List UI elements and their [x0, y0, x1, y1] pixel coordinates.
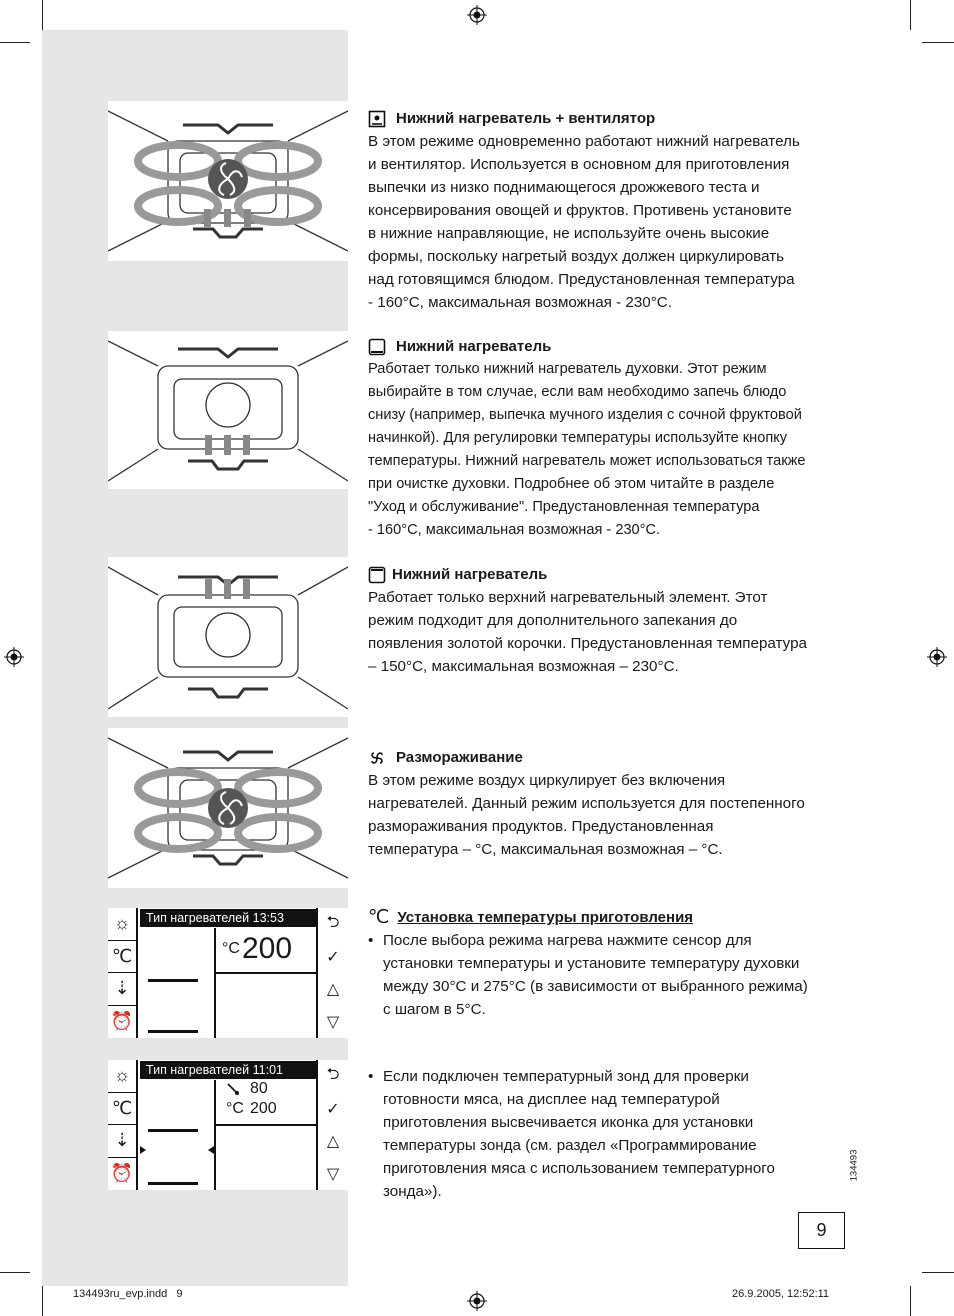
- text-line: размораживания продуктов. Предустановленная: [368, 818, 714, 835]
- registration-mark-icon: [467, 5, 487, 25]
- section-title: Нижний нагреватель: [392, 566, 548, 583]
- text-line: приготовления мяса с использованием температурного: [383, 1160, 775, 1177]
- text-line: появления золотой корочки. Предустановленная температура: [368, 635, 807, 652]
- text-line: выбирайте в том случае, если вам необходимо запечь блюдо: [368, 384, 787, 400]
- down-sensor-icon[interactable]: ▽: [326, 1165, 340, 1183]
- text-line: снизу (например, выпечка мучного изделия с сочной фруктовой: [368, 407, 802, 423]
- display-main: [140, 1080, 316, 1190]
- crop-mark: [910, 0, 911, 30]
- section-text: [368, 769, 848, 861]
- registration-mark-icon: [467, 1291, 487, 1311]
- text-line: – 150°C, максимальная возможная – 230°C.: [368, 658, 679, 675]
- timer-sensor-icon[interactable]: ⏰: [110, 1163, 134, 1184]
- temperature-value: 200: [250, 1100, 277, 1117]
- crop-mark: [42, 0, 43, 30]
- section-top-heat: [368, 563, 848, 678]
- divider: [214, 972, 318, 974]
- programs-sensor-icon[interactable]: ⇣: [108, 973, 136, 1006]
- text-line: начинкой). Для регулировки температуры используйте кнопку: [368, 430, 788, 446]
- selector-arrow-icon: [140, 1146, 146, 1154]
- display-divider: [214, 1080, 216, 1190]
- temperature-sensor-icon[interactable]: ℃: [108, 1093, 136, 1126]
- section-title: Установка температуры приготовления: [397, 909, 694, 926]
- text-line: температура – °C, максимальная возможная – °C.: [368, 841, 723, 858]
- text-line: "Уход и обслуживание". Предустановленная температура: [368, 499, 760, 515]
- section-temperature: [368, 906, 848, 1021]
- divider: [214, 1124, 318, 1126]
- section-heading: [368, 746, 848, 769]
- oven-diagram-defrost: [108, 728, 348, 888]
- confirm-sensor-icon[interactable]: ✓: [326, 1100, 340, 1118]
- crop-mark: [0, 1272, 30, 1273]
- top-heat-icon: [368, 566, 386, 584]
- display-title: Тип нагревателей 11:01: [140, 1061, 316, 1079]
- display-left-sensors: [108, 1060, 138, 1190]
- text-line: между 30°C и 275°C (в зависимости от выбранного режима): [383, 978, 808, 995]
- footer-filename: 134493ru_evp.indd 9: [73, 1288, 183, 1300]
- oven-diagram-top-heat: [108, 557, 348, 717]
- section-bottom-heat: [368, 335, 848, 542]
- text-line: Работает только нижний нагреватель духовки. Этот режим: [368, 361, 767, 377]
- text-line: - 160°C, максимальная возможная - 230°C.: [368, 522, 661, 538]
- bullet-dot: •: [368, 932, 374, 949]
- bullet-dot: •: [368, 1068, 374, 1085]
- text-line: В этом режиме одновременно работают нижний нагреватель: [368, 133, 800, 150]
- divider: [148, 979, 198, 982]
- up-sensor-icon[interactable]: △: [326, 981, 340, 999]
- selector-arrow-icon: [208, 1146, 214, 1154]
- back-sensor-icon[interactable]: ⮌: [326, 913, 340, 931]
- oven-diagram-bottom-heat: [108, 331, 348, 489]
- text-line: температуры. Нижний нагреватель может использоваться также: [368, 453, 806, 469]
- temperature-unit: °C: [222, 940, 240, 957]
- section-heading: [368, 563, 848, 586]
- text-line: консервирования овощей и фруктов. Противень установите: [368, 202, 792, 219]
- registration-mark-icon: [4, 647, 24, 667]
- footer-timestamp: 26.9.2005, 12:52:11: [732, 1288, 830, 1300]
- confirm-sensor-icon[interactable]: ✓: [326, 948, 340, 966]
- section-text: [368, 130, 848, 314]
- display-left-sensors: [108, 908, 138, 1038]
- display-right-sensors: [316, 908, 348, 1038]
- page-number: 9: [798, 1212, 845, 1249]
- probe-temperature-value: 80: [250, 1080, 268, 1097]
- section-title: Нижний нагреватель + вентилятор: [396, 110, 656, 127]
- heating-type-sensor-icon[interactable]: ☼: [108, 1060, 136, 1093]
- divider: [148, 1182, 198, 1185]
- text-line: и вентилятор. Используется в основном для приготовления: [368, 156, 790, 173]
- section-heading: [368, 107, 848, 130]
- temperature-sensor-icon[interactable]: ℃: [108, 941, 136, 974]
- list-item: [368, 929, 848, 1021]
- text-line: Работает только верхний нагревательный элемент. Этот: [368, 589, 768, 606]
- section-text: [368, 358, 848, 542]
- text-line: готовности мяса, на дисплее над температурой: [383, 1091, 720, 1108]
- defrost-fan-icon: [368, 749, 386, 767]
- text-line: В этом режиме воздух циркулирует без включения: [368, 772, 726, 789]
- celsius-icon: ℃: [368, 907, 390, 928]
- temperature-unit: °C: [226, 1100, 244, 1117]
- display-divider: [214, 928, 216, 1038]
- text-line: нагревателей. Данный режим используется для постепенного: [368, 795, 805, 812]
- text-line: зонда»).: [383, 1183, 442, 1200]
- text-line: После выбора режима нагрева нажмите сенсор для: [383, 932, 752, 949]
- text-line: выпечки из низко поднимающегося дрожжевого теста и: [368, 179, 760, 196]
- divider: [148, 1030, 198, 1033]
- display-right-sensors: [316, 1060, 348, 1190]
- text-line: с шагом в 5°C.: [383, 1001, 486, 1018]
- text-line: приготовления высвечивается иконка для установки: [383, 1114, 754, 1131]
- text-line: температуры зонда (см. раздел «Программирование: [383, 1137, 757, 1154]
- bottom-heat-icon: [368, 338, 386, 356]
- section-defrost: [368, 746, 848, 861]
- text-line: Если подключен температурный зонд для проверки: [383, 1068, 749, 1085]
- section-text: [368, 586, 848, 678]
- side-code: 134493: [848, 1149, 860, 1182]
- oven-diagram-bottom-heat-fan: [108, 101, 348, 261]
- back-sensor-icon[interactable]: ⮌: [326, 1065, 340, 1083]
- display-main: [140, 928, 316, 1038]
- programs-sensor-icon[interactable]: ⇣: [108, 1125, 136, 1158]
- text-line: в нижние направляющие, не используйте очень высокие: [368, 225, 770, 242]
- text-line: при очистке духовки. Подробнее об этом читайте в разделе: [368, 476, 775, 492]
- text-line: - 160°C, максимальная возможная - 230°C.: [368, 294, 672, 311]
- temperature-value: 200: [242, 932, 293, 965]
- oven-display-probe: [108, 1060, 348, 1190]
- divider: [148, 1129, 198, 1132]
- probe-icon: [226, 1082, 240, 1099]
- bottom-heat-fan-icon: [368, 110, 386, 128]
- timer-sensor-icon[interactable]: ⏰: [110, 1011, 134, 1032]
- text-line: режим подходит для дополнительного запекания до: [368, 612, 738, 629]
- registration-mark-icon: [927, 647, 947, 667]
- text-line: установки температуры и установите температуру духовки: [383, 955, 800, 972]
- down-sensor-icon[interactable]: ▽: [326, 1013, 340, 1031]
- display-title: Тип нагревателей 13:53: [140, 909, 316, 927]
- section-probe: [368, 1065, 848, 1203]
- text-line: формы, поскольку нагретый воздух должен циркулировать: [368, 248, 785, 265]
- list-item: [368, 1065, 848, 1203]
- crop-mark: [910, 1286, 911, 1316]
- crop-mark: [0, 42, 30, 43]
- text-line: над готовящимся блюдом. Предустановленная температура: [368, 271, 795, 288]
- up-sensor-icon[interactable]: △: [326, 1133, 340, 1151]
- section-heading: [368, 906, 848, 929]
- crop-mark: [922, 42, 954, 43]
- section-heading: [368, 335, 848, 358]
- oven-display-temperature: [108, 908, 348, 1038]
- crop-mark: [922, 1272, 954, 1273]
- crop-mark: [42, 1286, 43, 1316]
- section-bottom-heat-fan: [368, 107, 848, 314]
- section-title: Размораживание: [396, 749, 523, 766]
- heating-type-sensor-icon[interactable]: ☼: [108, 908, 136, 941]
- section-title: Нижний нагреватель: [396, 338, 552, 355]
